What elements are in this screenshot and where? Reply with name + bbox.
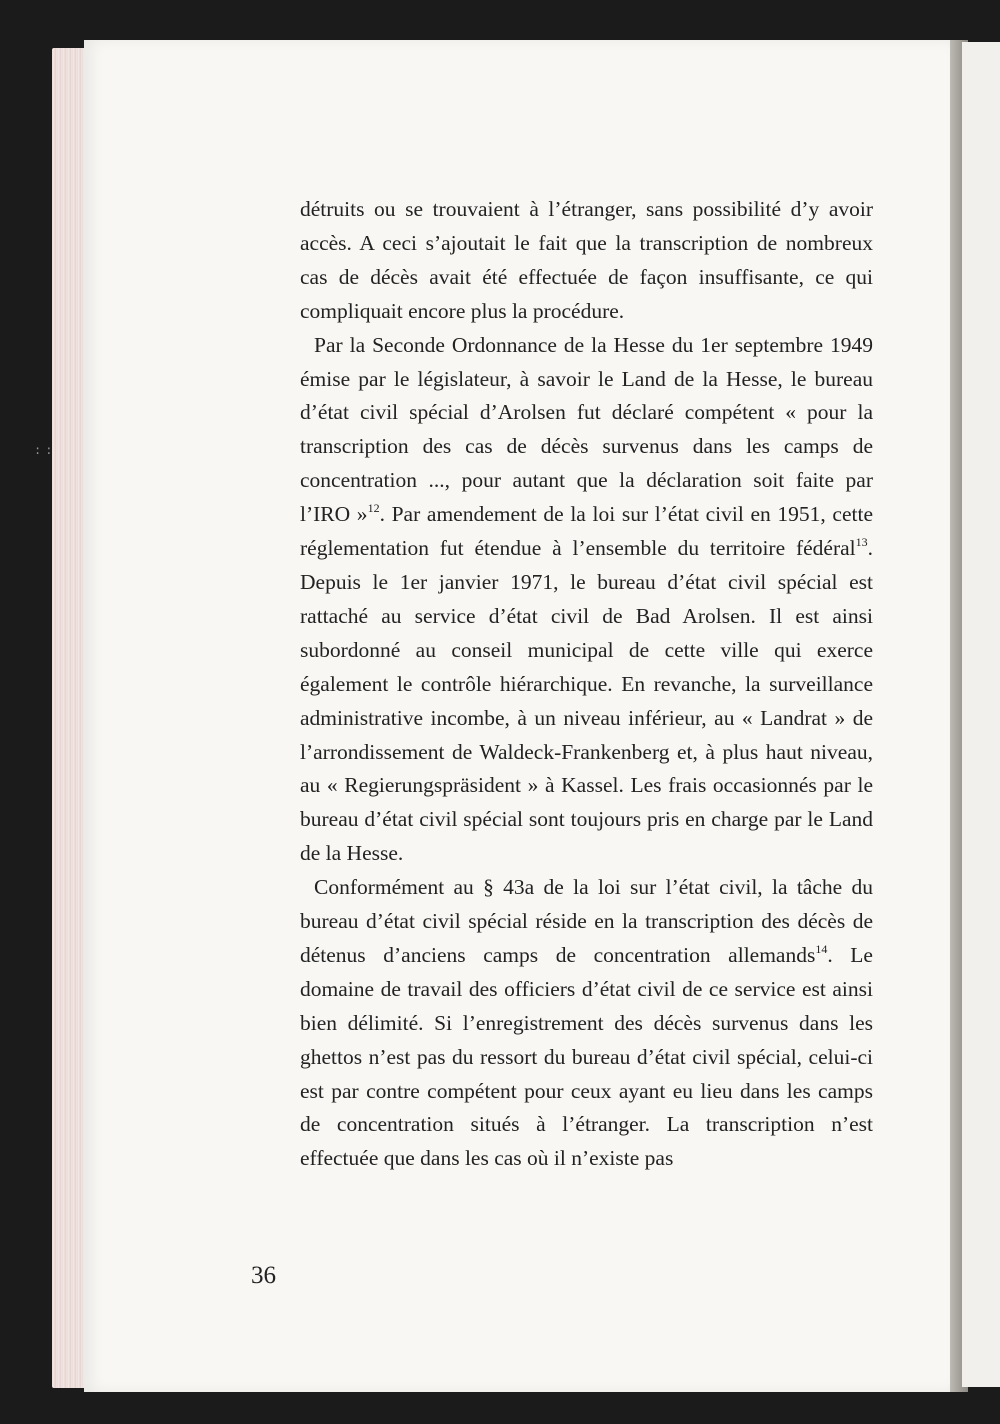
- paragraph-1: [300, 193, 873, 329]
- paragraph-2-text-b: . Par amendement de la loi sur l’état civil en 1951, cette réglementation fut étendue à l’ensemble du territoire fédéral: [300, 502, 873, 561]
- paragraph-3: [300, 871, 873, 1176]
- paragraph-1-text: détruits ou se trouvaient à l’étranger, sans possibilité d’y avoir accès. A ceci s’ajoutait le fait que la transcription de nombreux cas de décès avait été effectuée de façon insuffisante, ce qui compliquait encore plus la procédure.: [300, 197, 873, 323]
- paragraph-3-text-a: Conformément au § 43a de la loi sur l’état civil, la tâche du bureau d’état civil spécial réside en la transcription des décès de détenus d’anciens camps de concentration allemands: [300, 875, 873, 967]
- paragraph-2-text-c: . Depuis le 1er janvier 1971, le bureau d’état civil spécial est rattaché au service d’état civil de Bad Arolsen. Il est ainsi subordonné au conseil municipal de cette ville qui exerce également le contrôle hiérarchique. En revanche, la surveillance administrative incombe, à un niveau inférieur, au « Landrat » de l’arrondissement de Waldeck-Frankenberg et, à plus haut niveau, au « Regierungspräsident » à Kassel. Les frais occasionnés par le bureau d’état civil spécial sont toujours pris en charge par le Land de la Hesse.: [300, 536, 873, 866]
- footnote-ref-13: 13: [855, 535, 868, 550]
- body-text: [300, 193, 873, 1176]
- footnote-ref-14: 14: [815, 941, 828, 956]
- footnote-ref-12: 12: [367, 501, 380, 516]
- adjacent-page-edge: [962, 42, 1000, 1387]
- paragraph-2-text-a: Par la Seconde Ordonnance de la Hesse du 1er septembre 1949 émise par le législateur, à savoir le Land de la Hesse, le bureau d’état civil spécial d’Arolsen fut déclaré compétent « pour la transcription des cas de décès survenus dans les camps de concentration ..., pour autant que la déclaration soit faite par l’IRO »: [300, 332, 873, 527]
- paragraph-3-text-b: . Le domaine de travail des officiers d’état civil de ce service est ainsi bien délimité. Si l’enregistrement des décès survenus dans les ghettos n’est pas du ressort du bureau d’état civil spécial, celui-ci est par contre compétent pour ceux ayant eu lieu dans les camps de concentration situés à l’étranger. La transcription n’est effectuée que dans les cas où il n’existe pas: [300, 942, 873, 1171]
- page-number: 36: [251, 1262, 276, 1289]
- margin-mark: ::: [34, 444, 57, 458]
- paragraph-2: [300, 329, 873, 872]
